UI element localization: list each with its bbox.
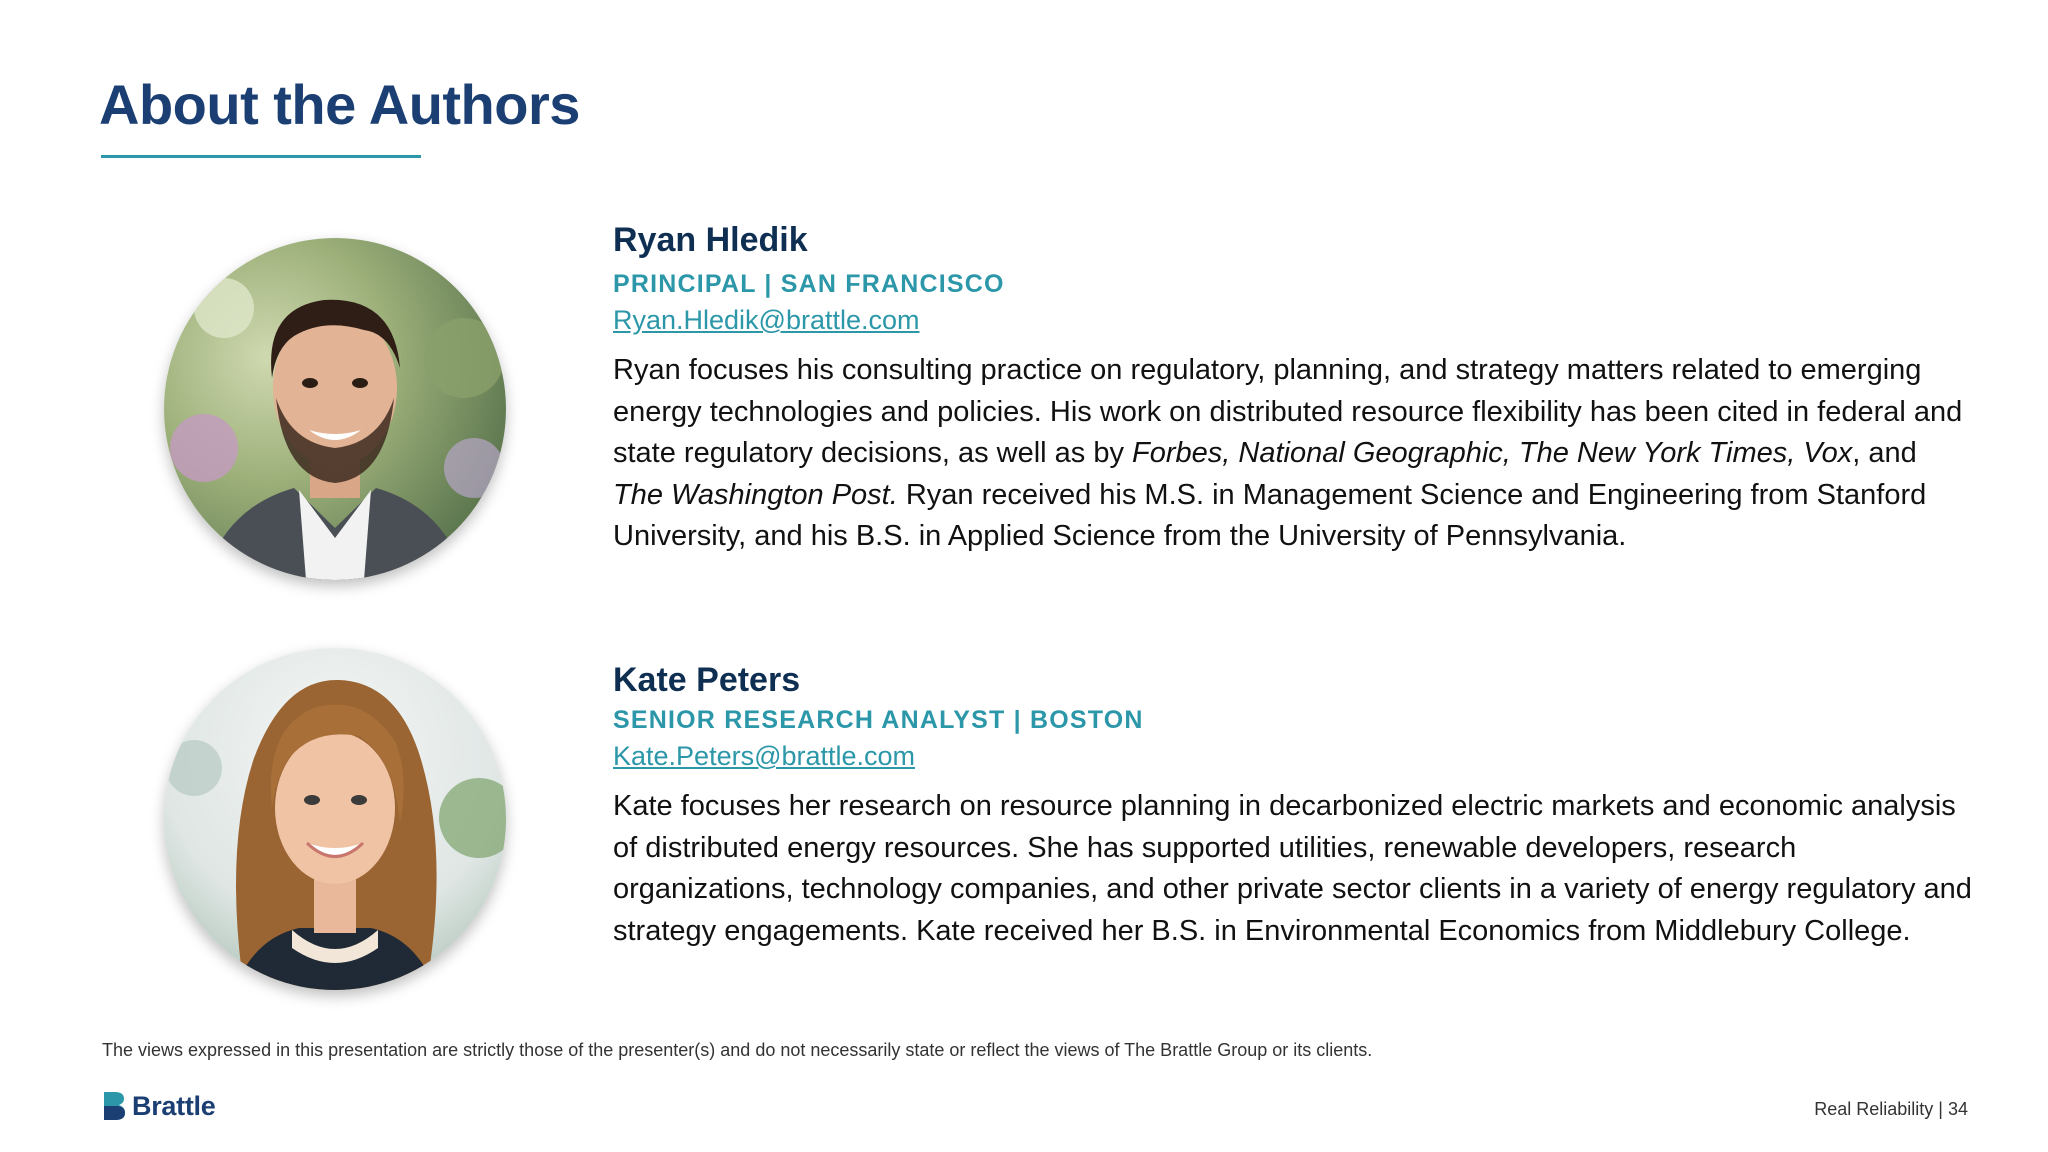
author-bio-kate-peters bbox=[613, 658, 1973, 952]
page-number-label: Real Reliability | 34 bbox=[1814, 1099, 1968, 1119]
author-email-link[interactable]: Ryan.Hledik@brattle.com bbox=[613, 305, 920, 335]
brattle-logo-text: Brattle bbox=[132, 1090, 216, 1121]
author-name: Kate Peters bbox=[613, 661, 801, 699]
author-photo-ryan-hledik bbox=[164, 238, 506, 580]
bio-text: , and bbox=[1852, 437, 1917, 469]
author-name: Ryan Hledik bbox=[613, 221, 808, 259]
brattle-logo bbox=[102, 1090, 215, 1122]
author-bio-ryan-hledik bbox=[613, 218, 1973, 558]
bio-text: Ryan received his M.S. in Management Science and Engineering from Stanford University, and his B.S. in Applied Science from the University of Pennsylvania. bbox=[613, 478, 1927, 552]
title-underline bbox=[101, 155, 421, 158]
disclaimer-text: The views expressed in this presentation are strictly those of the presenter(s) and do not necessarily state or reflect the views of The Brattle Group or its clients. bbox=[102, 1040, 1373, 1060]
author-description: Kate focuses her research on resource planning in decarbonized electric markets and economic analysis of distributed energy resources. She has supported utilities, renewable developers, research organizations, technology companies, and other private sector clients in a variety of energy regulatory and strategy engagements. Kate received her B.S. in Environmental Economics from Middlebury College. bbox=[613, 790, 1972, 947]
author-role: PRINCIPAL | SAN FRANCISCO bbox=[613, 270, 1005, 298]
author-description bbox=[613, 350, 1973, 558]
brattle-b-logo-icon bbox=[102, 1091, 126, 1121]
bio-publications: The Washington Post. bbox=[613, 478, 898, 511]
author-role: SENIOR RESEARCH ANALYST | BOSTON bbox=[613, 706, 1144, 734]
bio-text: Ryan focuses his consulting practice on regulatory, planning, and strategy matters related to emerging energy technologies and policies. His work on distributed resource flexibility has been cited in federal and state regulatory decisions, as well as by bbox=[613, 354, 1963, 469]
bio-publications: Forbes, National Geographic, The New York Times, Vox bbox=[1132, 437, 1853, 469]
author-email-link[interactable]: Kate.Peters@brattle.com bbox=[613, 741, 916, 771]
author-photo-kate-peters bbox=[164, 648, 506, 990]
page-title: About the Authors bbox=[99, 73, 580, 136]
